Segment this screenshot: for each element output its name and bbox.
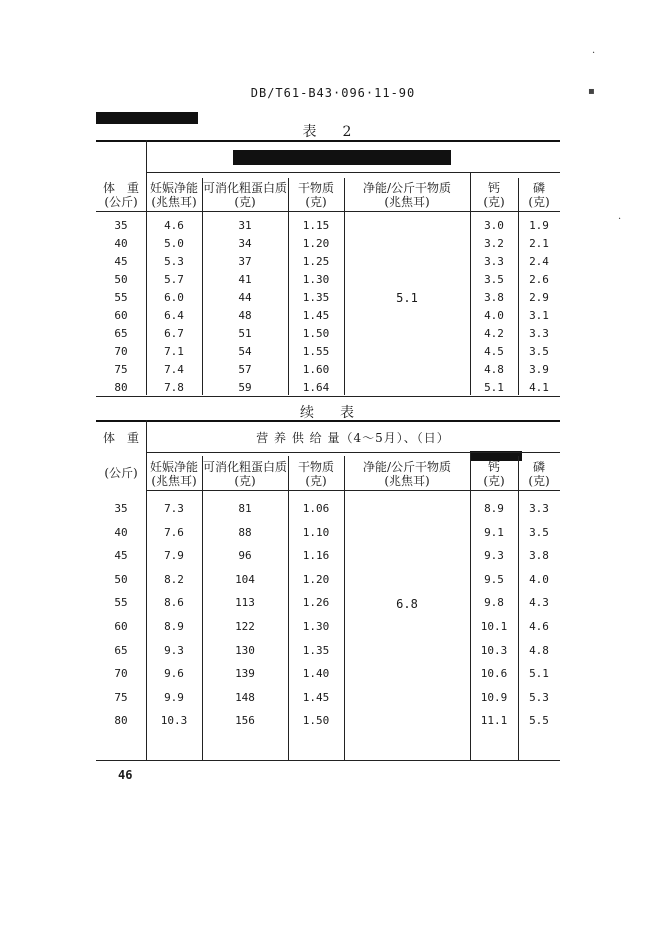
table-cell-dm: 1.20 — [302, 237, 330, 250]
table1-vline — [344, 178, 345, 395]
table-cell-dcp: 34 — [238, 237, 252, 250]
page-number: 46 — [118, 768, 133, 782]
table-cell-p: 2.6 — [529, 273, 549, 286]
table1-col-dry-matter: 干物质 (克) — [297, 181, 334, 209]
table1-col-dcp: 可消化粗蛋白质 (克) — [202, 181, 287, 209]
table-cell-ne: 7.3 — [164, 502, 184, 515]
table-cell-ca: 11.1 — [480, 714, 508, 728]
table-cell-ne: 5.7 — [164, 273, 184, 286]
table-cell-dm: 1.35 — [302, 643, 330, 657]
table-cell-weight: 35 — [114, 502, 128, 515]
table-cell-ne: 8.9 — [164, 620, 184, 633]
table-cell-weight: 80 — [114, 714, 128, 728]
table-cell-ne: 6.0 — [164, 291, 184, 304]
table-cell-ne: 9.3 — [164, 643, 184, 657]
table2-col-weight-unit: (公斤) — [104, 466, 138, 480]
table-cell-dm: 1.30 — [302, 273, 330, 286]
table-cell-dcp: 156 — [235, 714, 255, 728]
table-cell-ne: 5.0 — [164, 237, 184, 250]
table-cell-p: 3.3 — [529, 327, 549, 340]
table-cell-p: 2.9 — [529, 291, 549, 304]
table-cell-dcp: 48 — [238, 309, 252, 322]
table1-body-rule — [96, 211, 560, 212]
table-cell-weight: 75 — [114, 363, 128, 376]
table-cell-dcp: 51 — [238, 327, 252, 340]
table-cell-ca: 9.3 — [484, 549, 504, 563]
table-cell-ne: 7.1 — [164, 345, 184, 358]
table-cell-dm: 1.16 — [302, 549, 330, 563]
table-cell-p: 3.3 — [529, 502, 549, 515]
table-cell-p: 5.5 — [529, 714, 549, 728]
scan-mark: ▪ — [588, 86, 595, 97]
table-cell-p: 4.1 — [529, 381, 549, 394]
table1-bottom-rule — [96, 396, 560, 397]
table1-col-net-energy: 妊娠净能 (兆焦耳) — [149, 181, 198, 209]
table-cell-p: 3.9 — [529, 363, 549, 376]
table-cell-dm: 1.50 — [302, 327, 330, 340]
table-cell-dm: 1.20 — [302, 572, 330, 586]
table-cell-ca: 10.3 — [480, 643, 508, 657]
table2-col-weight-label: 体 重 — [102, 431, 139, 445]
table-cell-weight: 60 — [114, 309, 128, 322]
redaction-bar — [233, 150, 451, 165]
table-cell-ne: 6.7 — [164, 327, 184, 340]
table-cell-dcp: 81 — [238, 502, 252, 515]
table-cell-dcp: 37 — [238, 255, 252, 268]
table-cell-weight: 50 — [114, 572, 128, 586]
table-cell-ne: 7.6 — [164, 525, 184, 539]
table2-col-calcium: 钙 (克) — [483, 460, 505, 488]
table-cell-ca: 3.3 — [484, 255, 504, 268]
redaction-bar — [96, 112, 198, 124]
table-cell-p: 4.8 — [529, 643, 549, 657]
table-cell-dcp: 96 — [238, 549, 252, 563]
table-cell-p: 5.3 — [529, 690, 549, 704]
table-cell-ca: 10.1 — [480, 620, 508, 633]
table-cell-ne: 9.6 — [164, 667, 184, 681]
table-cell-ca: 4.8 — [484, 363, 504, 376]
table-cell-p: 5.1 — [529, 667, 549, 681]
table-cell-dcp: 41 — [238, 273, 252, 286]
table-cell-ne: 4.6 — [164, 219, 184, 232]
table-cell-dcp: 113 — [235, 596, 255, 610]
table-cell-weight: 75 — [114, 690, 128, 704]
table-cell-ca: 3.8 — [484, 291, 504, 304]
table-cell-weight: 65 — [114, 643, 128, 657]
table-cell-ca: 8.9 — [484, 502, 504, 515]
table-cell-dm: 1.55 — [302, 345, 330, 358]
table-cell-p: 3.1 — [529, 309, 549, 322]
table1-col-phosphorus: 磷 (克) — [528, 181, 550, 209]
table2-col-phosphorus: 磷 (克) — [528, 460, 550, 488]
table2-title: 续 表 — [300, 405, 360, 421]
table2-supply-caption: 营 养 供 给 量（4～5月）、（日） — [256, 431, 450, 445]
table-cell-ne: 8.2 — [164, 572, 184, 586]
table-cell-weight: 70 — [114, 667, 128, 681]
table-cell-ca: 10.9 — [480, 690, 508, 704]
table-cell-ca: 4.0 — [484, 309, 504, 322]
table1-header-rule — [146, 172, 560, 173]
table1-title: 表 2 — [302, 124, 358, 140]
table-cell-weight: 40 — [114, 525, 128, 539]
table-cell-dcp: 130 — [235, 643, 255, 657]
table-cell-dcp: 54 — [238, 345, 252, 358]
table-cell-weight: 70 — [114, 345, 128, 358]
table-cell-dm: 1.25 — [302, 255, 330, 268]
table-cell-dm: 1.06 — [302, 502, 330, 515]
table-cell-weight: 40 — [114, 237, 128, 250]
table-cell-ca: 9.5 — [484, 572, 504, 586]
table-cell-dcp: 57 — [238, 363, 252, 376]
table1-col-calcium: 钙 (克) — [483, 181, 505, 209]
table-cell-dcp: 59 — [238, 381, 252, 394]
table-cell-p: 2.4 — [529, 255, 549, 268]
table2-col-dcp: 可消化粗蛋白质 (克) — [202, 460, 287, 488]
table-cell-dm: 1.35 — [302, 291, 330, 304]
table1-ne-per-kg-value: 5.1 — [396, 291, 418, 305]
table-cell-dm: 1.45 — [302, 309, 330, 322]
table-cell-weight: 65 — [114, 327, 128, 340]
table-cell-ca: 3.0 — [484, 219, 504, 232]
table-cell-weight: 45 — [114, 255, 128, 268]
table-cell-p: 3.5 — [529, 525, 549, 539]
table-cell-weight: 55 — [114, 596, 128, 610]
standard-code: DB/T61-B43·096·11-90 — [250, 86, 416, 100]
table-cell-ca: 9.1 — [484, 525, 504, 539]
table-cell-dm: 1.15 — [302, 219, 330, 232]
table-cell-ca: 3.2 — [484, 237, 504, 250]
table-cell-ne: 7.4 — [164, 363, 184, 376]
table-cell-ca: 5.1 — [484, 381, 504, 394]
table-cell-p: 2.1 — [529, 237, 549, 250]
table-cell-ca: 4.2 — [484, 327, 504, 340]
table2-col-dry-matter: 干物质 (克) — [297, 460, 334, 488]
table1-top-rule — [96, 140, 560, 142]
table-cell-weight: 50 — [114, 273, 128, 286]
table2-col-ne-per-kg: 净能/公斤干物质 (兆焦耳) — [362, 460, 452, 488]
table-cell-ne: 10.3 — [160, 714, 188, 728]
table2-top-rule — [96, 420, 560, 422]
table-cell-p: 4.6 — [529, 620, 549, 633]
table-cell-p: 3.5 — [529, 345, 549, 358]
table-cell-dm: 1.64 — [302, 381, 330, 394]
table2-col-net-energy: 妊娠净能 (兆焦耳) — [149, 460, 198, 488]
table-cell-dcp: 31 — [238, 219, 252, 232]
table-cell-ne: 8.6 — [164, 596, 184, 610]
table-cell-ca: 3.5 — [484, 273, 504, 286]
table-cell-dm: 1.40 — [302, 667, 330, 681]
table-cell-ne: 9.9 — [164, 690, 184, 704]
table-cell-dm: 1.10 — [302, 525, 330, 539]
table2-body-rule — [146, 490, 560, 491]
table-cell-dcp: 44 — [238, 291, 252, 304]
table-cell-ca: 4.5 — [484, 345, 504, 358]
table2-header-rule — [146, 452, 560, 453]
table-cell-p: 3.8 — [529, 549, 549, 563]
scan-mark: · — [618, 214, 622, 225]
table-cell-p: 4.3 — [529, 596, 549, 610]
table-cell-weight: 35 — [114, 219, 128, 232]
table-cell-dm: 1.50 — [302, 714, 330, 728]
table2-vline — [146, 420, 147, 760]
table2-ne-per-kg-value: 6.8 — [396, 597, 418, 611]
table-cell-weight: 55 — [114, 291, 128, 304]
table-cell-ne: 6.4 — [164, 309, 184, 322]
table-cell-dm: 1.26 — [302, 596, 330, 610]
table-cell-weight: 80 — [114, 381, 128, 394]
table-cell-dcp: 88 — [238, 525, 252, 539]
table-cell-p: 1.9 — [529, 219, 549, 232]
table-cell-dcp: 122 — [235, 620, 255, 633]
table-cell-dcp: 139 — [235, 667, 255, 681]
table-cell-weight: 45 — [114, 549, 128, 563]
table-cell-dm: 1.30 — [302, 620, 330, 633]
table1-col-weight: 体 重 (公斤) — [102, 181, 139, 209]
table-cell-ca: 9.8 — [484, 596, 504, 610]
table1-col-ne-per-kg: 净能/公斤干物质 (兆焦耳) — [362, 181, 452, 209]
table-cell-p: 4.0 — [529, 572, 549, 586]
table-cell-dcp: 104 — [235, 572, 255, 586]
scan-mark: · — [592, 48, 596, 59]
table-cell-weight: 60 — [114, 620, 128, 633]
table-cell-dm: 1.60 — [302, 363, 330, 376]
table-cell-ca: 10.6 — [480, 667, 508, 681]
table-cell-ne: 7.8 — [164, 381, 184, 394]
table-cell-dcp: 148 — [235, 690, 255, 704]
table-cell-ne: 7.9 — [164, 549, 184, 563]
table2-bottom-rule — [96, 760, 560, 761]
table-cell-dm: 1.45 — [302, 690, 330, 704]
table-cell-ne: 5.3 — [164, 255, 184, 268]
